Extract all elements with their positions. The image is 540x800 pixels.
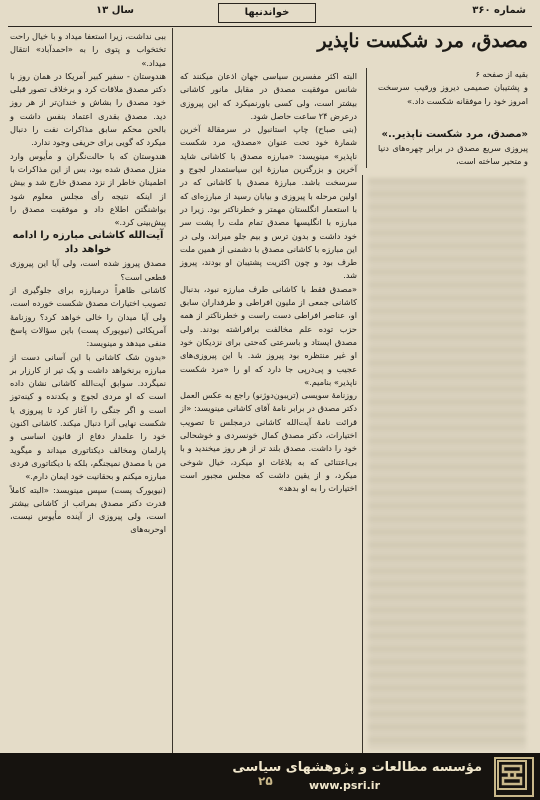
left-column	[10, 30, 166, 537]
year-label: سال ۱۳	[96, 5, 134, 16]
left-paragraph: «بدون شک کاشانی با این آسانی دست از مبارزه برنخواهد داشت و یک تیر از کارزار بر نمیگردد. سوابق آیت‌الله کاشانی نشان داده است که او مردی لجوج و یکدنده و کینه‌توز است و اگر جنگی را آغاز کرد تا پیروزی یا شکست نهایی آنرا دنبال میکند. کاشانی اکنون خود را علمدار دفاع از قانون اساسی و پارلمان ومخالف دیکتاتوری میداند و میگوید من با مصدق نمیجنگم، بلکه با دیکتاتوری فردی مبارزه میکنم و بحقانیت خود ایمان دارم.»	[10, 351, 166, 482]
section-subheading: آیت‌الله کاشانی مبارزه را ادامه خواهد داد	[12, 230, 164, 256]
article-headline: مصدق، مرد شکست ناپذیر	[317, 30, 528, 52]
institute-logo-icon	[494, 757, 534, 797]
continued-from: بقیه از صفحه ۶	[475, 69, 528, 79]
left-paragraph: مصدق پیروز شده است، ولی آیا این پیروزی قطعی است؟	[10, 258, 166, 282]
left-paragraph: هندوستان - سفیر کبیر آمریکا در همان روز با دکتر مصدق ملاقات کرد و برخلاف تصور قبلی خود مصدق را بشاش و خندان‌تر از هر روز دید. مصدق بقدری اعتماد بنفس داشت و بالحن محکم سابق مذاکرات نفت را دنبال میکرد که گویی برای حریفی وجود ندارد.	[10, 70, 166, 148]
left-paragraph: ببی نداشت، زیرا استعفا میداد و با خیال راحت تختخواب و پتوی را به «احمدآباد» انتقال میداد.»	[10, 31, 166, 68]
institute-name: مؤسسه مطالعات و پژوهشهای سیاسی	[232, 760, 482, 775]
middle-paragraph: «مصدق فقط با کاشانی طرف مبارزه نبود، بدنبال کاشانی جمعی از ملیون افراطی و طرفداران سابق او، عناصر افراطی دست راست و خطرناکتر از همه حزب توده علم مخالفت برافراشته بودند. ولی مصدق ایستاد و باسرعتی که‌حتی برای نزدیکان خود او غیر منتظره بود پیروز شد. با این پیروزی‌های عجیب و پی‌درپی جا دارد که او را «مرد شکست ناپذیر» بنامیم.»	[180, 283, 357, 387]
institute-website[interactable]: www.psri.ir	[309, 779, 380, 792]
left-paragraph: (نیویورک پست) سپس مینویسد: «البته کاملاً قدرت دکتر مصدق بمراتب از کاشانی بیشتر است، ولی پیروزی از آینده مأیوس نیست، اوحربه‌های	[10, 484, 166, 535]
middle-paragraph: (بنی صباح) چاپ استانبول در سرمقالهٔ آخرین شمارهٔ خود تحت عنوان «مصدق، مرد شکست ناپذیر» مینویسد: «مبارزه مصدق با کاشانی شاید آخرین و بزرگترین مبارزهٔ این سیاستمدار لجوج و سرسخت باشد. مبارزهٔ مصدق با کاشانی که در اولین مرحله با پیروزی و بیابان رسید از مبارزه‌ای که با استعمار انگلستان مهمتر و خطرناکتر بود. زیرا در مبارزه با انگلیسها مصدق تمام ملت را پشت سر خود داشت و بدون ترس و بیم جلو میراند، ولی در این مبارزه با کاشانی مصدق با دشمنی از همین ملت طرف بود و چون اکثریت پشتیبان او بودند، پیروز شد.	[180, 124, 357, 281]
blurred-column	[368, 178, 526, 750]
middle-paragraph: البته اکثر مفسرین سیاسی جهان اذعان میکنند که شانس موفقیت مصدق در مقابل مانور کاشانی بیشتر است، ولی کسی باورنمیکرد که این پیروزی درعرض ۲۴ ساعت حاصل شود.	[180, 71, 357, 121]
side-title: «مصدق، مرد شکست ناپذیر..»	[381, 129, 528, 140]
middle-column	[180, 70, 357, 496]
middle-paragraph: روزنامهٔ سویسی (تریبون‌دوژنو) راجع به عکس العمل دکتر مصدق در برابر نامهٔ آقای کاشانی مینویسد: «از قرائت نامهٔ آیت‌الله کاشانی درمجلس تا تصویب اختیارات، دکتر مصدق کمال خونسردی و خوشحالی خود را داشت. مصدق بلند تر از هر روز میخندید و با بی‌اعتنائی که به بلاغات او میکرد، خیال شوخی میکرد، و از یقین داشت که مجلس مجبور است اختیارات را به او بدهد»	[180, 390, 357, 494]
left-paragraph: کاشانی ظاهراً درمبارزه برای جلوگیری از تصویب اختیارات مصدق شکست خورده است، ولی آیا میدان را خالی خواهد کرد؟ روزنامهٔ آمریکائی (نیویورک پست) باین سؤالات پاسخ منفی میدهد و مینویسد:	[10, 285, 166, 349]
side-block	[378, 128, 528, 169]
column-divider	[366, 68, 367, 168]
issue-number: شماره ۳۶۰	[472, 5, 526, 16]
continued-note	[378, 68, 528, 108]
side-text: پیروزی سریع مصدق در برابر چهره‌های دنیا و متحیر ساخته است،	[378, 143, 528, 167]
page-number: ۲۵	[258, 774, 273, 788]
magazine-masthead: خواندنیها	[218, 3, 316, 23]
intro-text: و پشتیبان صمیمی دیروز ورقیب سرسخت امروز خود را موفقانه شکست داد.»	[378, 82, 528, 106]
left-paragraph: هندوستان که با حالت‌نگران و مأیوس وارد منزل مصدق شده بود، بس از این مذاکرات با اطمینان خاطر از نزد مصدق خارج شد و بیش از اینکه نتیجه رأی مجلس معلوم شود بواشنگتن اطلاع داد و موفقیت مصدق را پیش‌بینی کرد.»	[10, 150, 166, 228]
column-divider	[362, 175, 363, 753]
column-divider	[172, 28, 173, 753]
